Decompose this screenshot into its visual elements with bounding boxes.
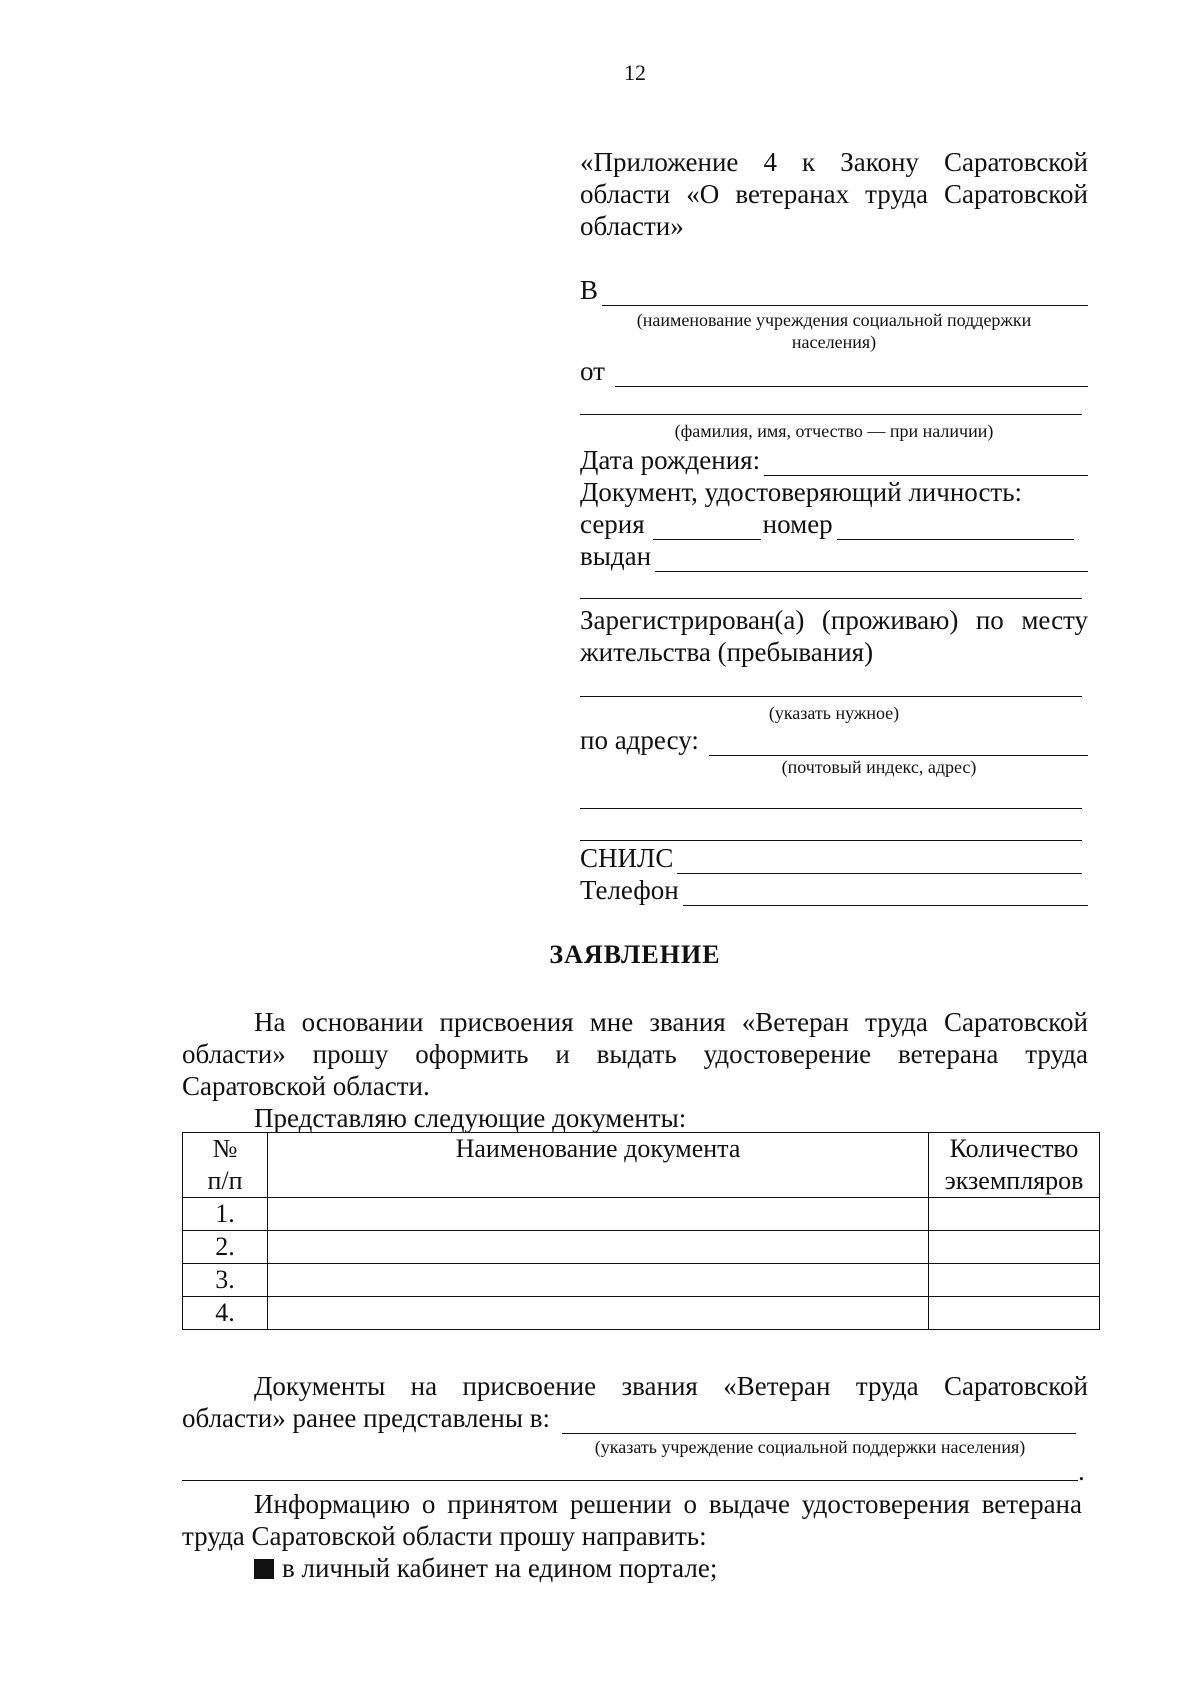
info-line-1-text: Информацию о принятом решении о выдаче удостоверения ветерана [254, 1489, 1082, 1519]
quantity-cell[interactable] [929, 1297, 1100, 1330]
prior-label: области» ранее представлены в: [182, 1403, 551, 1433]
row-number: 2. [183, 1231, 268, 1264]
number-label: номер [762, 509, 833, 539]
snils-field[interactable] [677, 847, 1082, 874]
document-name-cell[interactable] [268, 1297, 929, 1330]
document-name-cell[interactable] [268, 1231, 929, 1264]
address-field[interactable] [709, 729, 1088, 756]
registered-line-2: жительства (пребывания) [580, 637, 874, 667]
option-personal-account[interactable] [254, 1552, 717, 1584]
snils-row [580, 842, 1082, 874]
prior-hint: (указать учреждение социальной поддержки населения) [594, 1437, 1026, 1457]
document-name-cell[interactable] [268, 1198, 929, 1231]
snils-label: СНИЛС [580, 843, 674, 873]
info-line-1 [182, 1488, 1082, 1520]
quantity-cell[interactable] [929, 1264, 1100, 1297]
table-row [183, 1198, 1100, 1231]
appendix-header-line-2: области «О ветеранах труда Саратовской [580, 179, 1088, 209]
col-qty-header-line-2: экземпляров [944, 1166, 1084, 1195]
from-field-line-2[interactable] [580, 414, 1082, 415]
name-hint: (фамилия, имя, отчество — при наличии) [674, 421, 994, 441]
document-title: ЗАЯВЛЕНИЕ [549, 940, 721, 969]
prior-row [182, 1402, 1076, 1434]
info-line-2: труда Саратовской области прошу направить: [182, 1521, 707, 1551]
from-label: от [580, 356, 605, 386]
body-paragraph-1 [182, 1006, 1088, 1102]
birth-field[interactable] [764, 449, 1088, 476]
table-header-row [183, 1133, 1100, 1198]
recipient-hint [580, 309, 1088, 353]
birth-row [580, 444, 1088, 476]
from-row [580, 355, 1088, 387]
documents-table [182, 1132, 1100, 1330]
address-field-line-2[interactable] [580, 808, 1082, 809]
phone-field[interactable] [683, 879, 1088, 906]
issued-field[interactable] [655, 545, 1088, 572]
id-document-label: Документ, удостоверяющий личность: [580, 477, 1023, 507]
body-paragraph-2 [182, 1102, 1088, 1134]
col-number-header [183, 1133, 268, 1198]
from-field[interactable] [615, 360, 1088, 387]
address-hint: (почтовый индекс, адрес) [781, 757, 977, 777]
series-number-row [580, 508, 1074, 540]
body-paragraph-2-text: Представляю следующие документы: [254, 1103, 687, 1133]
prior-field-line-2[interactable] [182, 1480, 1078, 1481]
period-mark: . [1078, 1456, 1085, 1486]
page-number: 12 [624, 60, 646, 85]
row-number: 1. [183, 1198, 268, 1231]
document-name-cell[interactable] [268, 1264, 929, 1297]
row-number: 4. [183, 1297, 268, 1330]
recipient-row [580, 274, 1088, 306]
row-number: 3. [183, 1264, 268, 1297]
prior-line-1-text: Документы на присвоение звания «Ветеран труда Саратовской [254, 1371, 1088, 1401]
table-row [183, 1297, 1100, 1330]
address-field-line-3[interactable] [580, 840, 1082, 841]
phone-row [580, 874, 1088, 906]
issued-field-line-2[interactable] [580, 598, 1082, 599]
recipient-label: В [580, 275, 599, 305]
col-qty-header-line-1: Количество [949, 1134, 1079, 1163]
checkbox-checked-icon[interactable] [254, 1559, 274, 1579]
series-field[interactable] [653, 513, 761, 540]
appendix-header-line-3: области» [580, 211, 684, 241]
quantity-cell[interactable] [929, 1231, 1100, 1264]
registered-field[interactable] [580, 696, 1082, 697]
appendix-header [580, 146, 1088, 242]
col-name-header: Наименование документа [268, 1133, 929, 1198]
series-label: серия [580, 509, 645, 539]
prior-field[interactable] [562, 1407, 1076, 1434]
table-row [183, 1231, 1100, 1264]
recipient-field[interactable] [602, 279, 1088, 306]
table-row [183, 1264, 1100, 1297]
number-field[interactable] [837, 513, 1074, 540]
col-number-header-line-2: п/п [207, 1166, 243, 1195]
option-personal-account-label: в личный кабинет на едином портале; [282, 1553, 718, 1583]
appendix-header-line-1: «Приложение 4 к Закону Саратовской [580, 147, 1088, 177]
issued-label: выдан [580, 541, 652, 571]
address-row [580, 724, 1088, 756]
address-label: по адресу: [580, 725, 699, 755]
recipient-hint-line-1: (наименование учреждения социальной поддержки [636, 310, 1032, 330]
prior-line-1 [182, 1370, 1088, 1402]
quantity-cell[interactable] [929, 1198, 1100, 1231]
issued-row [580, 540, 1088, 572]
body-paragraph-1-text: На основании присвоения мне звания «Ветеран труда Саратовской области» прошу оформить и выдать удостоверение ветерана труда Саратовской области. [182, 1007, 1088, 1101]
col-number-header-line-1: № [212, 1134, 238, 1163]
registered-hint: (указать нужное) [768, 703, 900, 723]
registered-line-1: Зарегистрирован(а) (проживаю) по месту [580, 605, 1088, 635]
col-qty-header [929, 1133, 1100, 1198]
birth-label: Дата рождения: [580, 445, 761, 475]
recipient-hint-line-2: населения) [791, 332, 877, 352]
registered-label [580, 604, 1088, 668]
phone-label: Телефон [580, 875, 679, 905]
